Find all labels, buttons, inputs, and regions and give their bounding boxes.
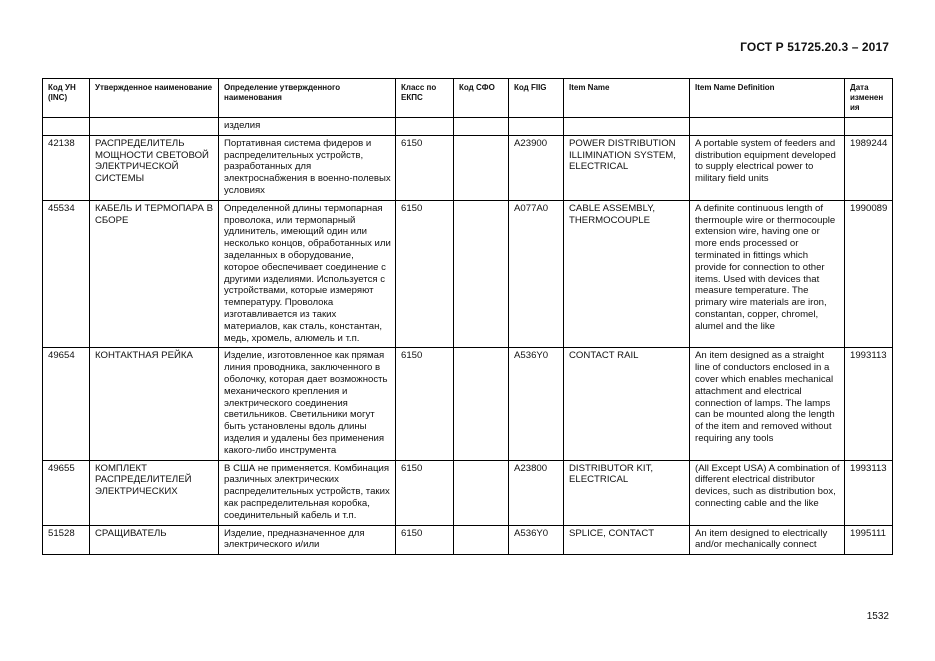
cell-item-name: SPLICE, CONTACT [564, 525, 690, 555]
cell-approved-name: КОМПЛЕКТ РАСПРЕДЕЛИТЕЛЕЙ ЭЛЕКТРИЧЕСКИХ [90, 460, 219, 525]
table-row [43, 200, 893, 348]
cell-item-name-definition: An item designed to electrically and/or mechanically connect [690, 525, 845, 555]
cell-fiig-code: A536Y0 [509, 525, 564, 555]
table-row [43, 460, 893, 525]
table-header-row [43, 79, 893, 118]
cell-fiig-code: A23800 [509, 460, 564, 525]
cell-fiig-code: A077A0 [509, 200, 564, 348]
cell-sfo-code [454, 135, 509, 200]
cell-ekps-class: 6150 [396, 460, 454, 525]
table-row [43, 348, 893, 460]
cell-item-name: DISTRIBUTOR KIT, ELECTRICAL [564, 460, 690, 525]
cell-sfo-code [454, 460, 509, 525]
nomenclature-table [42, 78, 893, 555]
cell-item-name-definition [690, 118, 845, 136]
cell-change-date [845, 118, 893, 136]
cell-item-name-definition: A portable system of feeders and distribution equipment developed to supply electrical power to military field units [690, 135, 845, 200]
document-header-title: ГОСТ Р 51725.20.3 – 2017 [740, 40, 889, 54]
header-definition: Определение утвержденного наименования [219, 79, 396, 118]
header-item-name: Item Name [564, 79, 690, 118]
page-number: 1532 [866, 611, 889, 622]
cell-fiig-code: A536Y0 [509, 348, 564, 460]
cell-code: 45534 [43, 200, 90, 348]
cell-change-date: 1989244 [845, 135, 893, 200]
cell-item-name-definition: An item designed as a straight line of conductors enclosed in a cover which enables mechanical attachment and electrical connection of lamps. The lamps can be mounted along the length of the item and removed without requiring any tools [690, 348, 845, 460]
cell-code: 49654 [43, 348, 90, 460]
header-item-name-definition: Item Name Definition [690, 79, 845, 118]
cell-item-name-definition: (All Except USA) A combination of different electrical distributor devices, such as distribution box, connecting cable and the like [690, 460, 845, 525]
cell-sfo-code [454, 348, 509, 460]
cell-change-date: 1993113 [845, 460, 893, 525]
cell-sfo-code [454, 525, 509, 555]
cell-change-date: 1995111 [845, 525, 893, 555]
cell-code: 51528 [43, 525, 90, 555]
cell-fiig-code: A23900 [509, 135, 564, 200]
cell-code: 42138 [43, 135, 90, 200]
cell-approved-name: СРАЩИВАТЕЛЬ [90, 525, 219, 555]
cell-approved-name: КАБЕЛЬ И ТЕРМОПАРА В СБОРЕ [90, 200, 219, 348]
header-fiig-code: Код FIIG [509, 79, 564, 118]
cell-item-name [564, 118, 690, 136]
table-row-continuation [43, 118, 893, 136]
cell-approved-name: РАСПРЕДЕЛИТЕЛЬ МОЩНОСТИ СВЕТОВОЙ ЭЛЕКТРИЧЕСКОЙ СИСТЕМЫ [90, 135, 219, 200]
cell-ekps-class: 6150 [396, 200, 454, 348]
cell-code [43, 118, 90, 136]
cell-ekps-class: 6150 [396, 135, 454, 200]
cell-sfo-code [454, 118, 509, 136]
cell-sfo-code [454, 200, 509, 348]
cell-definition: Изделие, изготовленное как прямая линия проводника, заключенного в оболочку, которая дает возможность механического крепления и электрического соединения светильников. Светильники могут быть установлены вдоль длины изделия и удалены без применения какого-либо инструмента [219, 348, 396, 460]
header-code: Код УН (INC) [43, 79, 90, 118]
cell-definition: Изделие, предназначенное для электрического и/или [219, 525, 396, 555]
cell-definition: изделия [219, 118, 396, 136]
header-approved-name: Утвержденное наименование [90, 79, 219, 118]
cell-fiig-code [509, 118, 564, 136]
header-change-date: Дата изменения [845, 79, 893, 118]
table-row [43, 135, 893, 200]
cell-definition: В США не применяется. Комбинация различных электрических распределительных устройств, таких как распределительная коробка, соединительный кабель и т.п. [219, 460, 396, 525]
cell-ekps-class: 6150 [396, 348, 454, 460]
cell-item-name: CABLE ASSEMBLY, THERMOCOUPLE [564, 200, 690, 348]
cell-item-name-definition: A definite continuous length of thermouple wire or thermocouple extension wire, having one or more ends processed or terminated in fittings which provide for connection to other items. Used with devices that measure temperature. The primary wire materials are iron, constantan, copper, chromel, alumel and the like [690, 200, 845, 348]
cell-change-date: 1990089 [845, 200, 893, 348]
cell-ekps-class: 6150 [396, 525, 454, 555]
cell-item-name: CONTACT RAIL [564, 348, 690, 460]
cell-ekps-class [396, 118, 454, 136]
cell-code: 49655 [43, 460, 90, 525]
cell-definition: Определенной длины термопарная проволока, или термопарный удлинитель, имеющий один или несколько концов, обработанных или заделанных в оборудование, которое обеспечивает соединение с другими изделиями. Используется с устройствами, которые измеряют температуру. Проволока изготавливается из таких материалов, как сталь, константан, медь, хромель, алюмель и т.п. [219, 200, 396, 348]
table-row [43, 525, 893, 555]
cell-approved-name [90, 118, 219, 136]
header-ekps-class: Класс по ЕКПС [396, 79, 454, 118]
cell-change-date: 1993113 [845, 348, 893, 460]
header-sfo-code: Код СФО [454, 79, 509, 118]
cell-approved-name: КОНТАКТНАЯ РЕЙКА [90, 348, 219, 460]
cell-item-name: POWER DISTRIBUTION ILLIMINATION SYSTEM, ELECTRICAL [564, 135, 690, 200]
cell-definition: Портативная система фидеров и распределительных устройств, разработанных для электроснабжения в военно-полевых условиях [219, 135, 396, 200]
